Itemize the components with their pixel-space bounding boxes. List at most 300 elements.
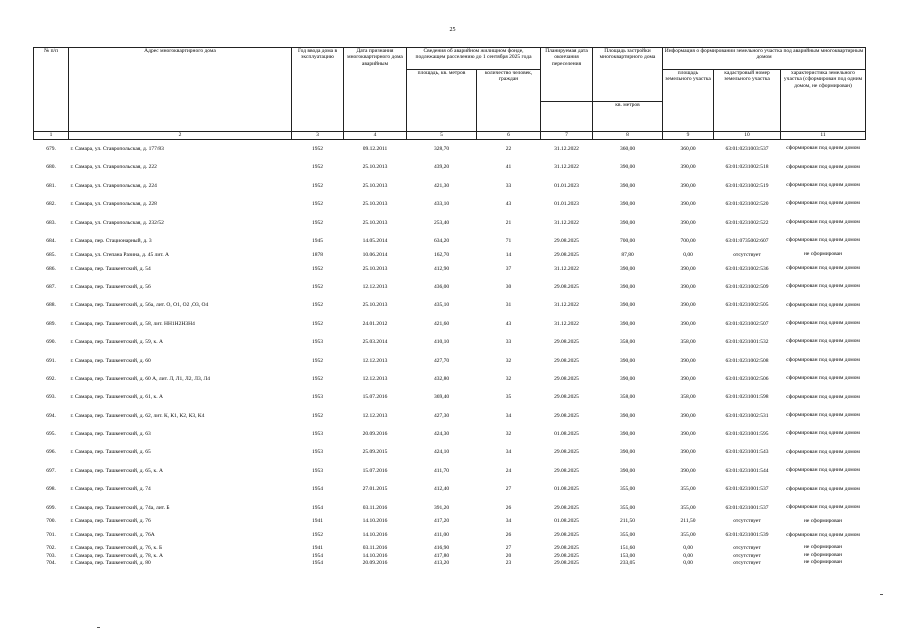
- row-building-area: 355,00: [619, 504, 636, 511]
- row-planned-date: 29.08.2025: [554, 237, 579, 244]
- row-characteristic: сформирован под одним домом: [786, 218, 860, 225]
- row-year: 1953: [312, 449, 323, 456]
- row-number: 684.: [46, 237, 56, 244]
- header-land-info: Информация о формировании земельного участка под аварийным многоквартирным домом: [663, 48, 866, 70]
- row-emergency-date: 15.07.2016: [362, 394, 388, 401]
- row-building-area: 390,00: [619, 164, 636, 171]
- row-people: 27: [505, 545, 512, 552]
- row-land-area: 390,00: [680, 449, 696, 456]
- row-characteristic: сформирован под одним домом: [786, 531, 860, 538]
- row-planned-date: 29.08.2025: [554, 283, 579, 290]
- row-people: 43: [505, 320, 512, 327]
- row-emergency-date: 25.10.2013: [362, 219, 388, 226]
- column-number: 11: [781, 132, 866, 140]
- row-year: 1878: [312, 251, 323, 258]
- row-area: 411,70: [434, 467, 449, 474]
- row-year: 1954: [312, 486, 323, 493]
- row-area: 432,80: [433, 375, 450, 382]
- row-cadastre: 63:01:0231002:522: [725, 219, 769, 226]
- row-area: 634,20: [433, 237, 450, 244]
- row-emergency-date: 15.07.2016: [362, 467, 388, 474]
- row-people: 34: [505, 412, 512, 419]
- row-land-area: 390,00: [680, 201, 696, 208]
- row-year: 1953: [312, 394, 323, 401]
- table-row: [34, 560, 866, 568]
- row-area: 435,10: [433, 302, 450, 309]
- row-area: 427,70: [433, 357, 450, 364]
- header-emergency-date: Дата признания многоквартирного дома аварийным: [344, 48, 407, 132]
- row-land-area: 358,00: [680, 394, 696, 401]
- row-cadastre: 63:01:0231002:520: [725, 201, 769, 208]
- row-cadastre: 63:01:0231001:539: [725, 532, 769, 539]
- row-characteristic: сформирован под одним домом: [786, 283, 860, 290]
- row-people: 30: [505, 283, 512, 290]
- row-planned-date: 31.12.2022: [554, 320, 579, 327]
- page-number: 25: [449, 27, 456, 33]
- row-year: 1952: [312, 320, 323, 327]
- row-planned-date: 31.12.2022: [554, 265, 579, 272]
- row-land-area: 390,00: [680, 467, 696, 474]
- row-address: г. Самара, пер. Ташкентский, д. 65, к. А: [70, 467, 163, 474]
- row-cadastre: 63:01:0231002:506: [725, 375, 769, 382]
- row-year: 1954: [312, 560, 323, 567]
- row-cadastre: 63:01:0231001:537: [725, 486, 769, 493]
- row-number: 698.: [46, 486, 56, 493]
- row-land-area: 390,00: [680, 375, 696, 382]
- row-year: 1952: [312, 283, 323, 290]
- table-row: [34, 140, 866, 159]
- row-number: 696.: [46, 449, 56, 456]
- header-characteristic: характеристика земельного участка (сформирован под одним домом, не сформирован): [781, 70, 866, 132]
- row-number: 687.: [46, 283, 56, 290]
- row-number: 686.: [46, 265, 56, 272]
- row-area: 424,30: [433, 431, 450, 438]
- row-people: 20: [505, 552, 512, 559]
- table-row: [34, 278, 866, 296]
- row-land-area: 0,00: [683, 552, 693, 559]
- row-people: 33: [505, 339, 512, 346]
- row-address: г. Самара, пер. Ташкентский, д. 56а, лит. О, О1, О2 ,О3, О4: [70, 302, 209, 309]
- row-year: 1953: [312, 431, 323, 438]
- row-cadastre: 63:01:0231001:537: [725, 504, 769, 511]
- row-planned-date: 29.08.2025: [554, 339, 579, 346]
- row-cadastre: отсутствует: [733, 251, 761, 258]
- row-cadastre: 63:01:0231001:532: [725, 339, 769, 346]
- row-number: 693.: [46, 394, 56, 401]
- row-address: г. Самара, пер. Стационарный, д. 3: [70, 237, 152, 244]
- row-people: 14: [505, 251, 512, 258]
- row-land-area: 390,00: [680, 357, 696, 364]
- row-characteristic: сформирован под одним домом: [786, 200, 860, 207]
- row-characteristic: не сформирован: [803, 251, 843, 258]
- table-row: [34, 315, 866, 333]
- row-cadastre: 63:01:0231001:544: [725, 467, 769, 474]
- row-area: 427,30: [433, 412, 450, 419]
- row-year: 1952: [312, 532, 323, 539]
- row-people: 26: [505, 504, 512, 511]
- row-cadastre: 63:01:0231002:509: [725, 283, 769, 290]
- header-land-area: площадь земельного участка: [663, 70, 714, 132]
- row-address: г. Самара, пер. Ташкентский, д. 58, лит. НН1Н2Н3Н4: [70, 320, 195, 327]
- row-characteristic: не сформирован: [803, 559, 843, 566]
- row-emergency-date: 12.12.2013: [362, 375, 388, 382]
- row-number: 682.: [46, 201, 56, 208]
- row-building-area: 390,00: [619, 357, 636, 364]
- row-emergency-date: 25.10.2013: [362, 164, 388, 171]
- row-cadastre: 63:01:0231002:507: [725, 320, 769, 327]
- column-number: 3: [292, 132, 344, 140]
- row-land-area: 390,00: [680, 302, 696, 309]
- row-building-area: 390,00: [619, 265, 636, 272]
- row-emergency-date: 12.12.2013: [362, 357, 388, 364]
- row-planned-date: 29.08.2025: [554, 545, 579, 552]
- row-number: 695.: [46, 431, 56, 438]
- row-people: 34: [505, 449, 512, 456]
- column-number: 7: [541, 132, 593, 140]
- row-address: г. Самара, пер. Ташкентский, д. 65: [70, 449, 151, 456]
- table-row: [34, 545, 866, 553]
- row-land-area: 0,00: [683, 251, 693, 258]
- row-emergency-date: 27.01.2015: [362, 486, 388, 493]
- row-characteristic: сформирован под одним домом: [786, 411, 860, 418]
- row-building-area: 211,50: [620, 518, 635, 525]
- row-planned-date: 31.12.2022: [554, 164, 579, 171]
- row-planned-date: 29.08.2025: [554, 251, 579, 258]
- row-address: г. Самара, пер. Ташкентский, д. 60 А, лит. Л, Л1, Л2, Л3, Л4: [70, 375, 210, 382]
- row-building-area: 390,00: [619, 182, 636, 189]
- row-planned-date: 29.08.2025: [554, 394, 579, 401]
- table-row: [34, 425, 866, 443]
- row-year: 1952: [312, 302, 323, 309]
- row-cadastre: 63:01:0231002:536: [725, 265, 769, 272]
- row-people: 43: [505, 201, 512, 208]
- row-cadastre: 63:01:0735002:607: [725, 237, 769, 244]
- row-address: г. Самара, пер. Ташкентский, д. 76: [70, 518, 151, 525]
- table-row: [34, 296, 866, 314]
- row-people: 35: [505, 394, 512, 401]
- table-row: [34, 195, 866, 213]
- row-planned-date: 29.08.2025: [554, 532, 579, 539]
- row-year: 1954: [312, 504, 323, 511]
- row-characteristic: сформирован под одним домом: [786, 163, 860, 170]
- row-area: 436,00: [433, 283, 450, 290]
- row-characteristic: сформирован под одним домом: [786, 485, 860, 492]
- row-land-area: 360,00: [680, 146, 696, 153]
- row-address: г. Самара, ул. Ставропольская, д. 232/52: [70, 219, 164, 226]
- row-area: 410,10: [433, 339, 450, 346]
- row-emergency-date: 14.10.2016: [362, 552, 388, 559]
- row-people: 32: [505, 431, 512, 438]
- row-planned-date: 01.08.2025: [554, 518, 579, 525]
- row-year: 1945: [312, 237, 323, 244]
- table-row: [34, 250, 866, 259]
- row-planned-date: 29.08.2025: [554, 552, 579, 559]
- header-area: площадь, кв. метров: [407, 70, 477, 132]
- row-land-area: 358,00: [680, 339, 696, 346]
- table-row: [34, 480, 866, 498]
- row-characteristic: сформирован под одним домом: [786, 393, 860, 400]
- table-row: [34, 158, 866, 176]
- row-planned-date: 01.01.2023: [554, 201, 579, 208]
- table-row: [34, 407, 866, 425]
- row-number: 704.: [46, 560, 56, 567]
- row-planned-date: 29.08.2025: [554, 412, 579, 419]
- row-planned-date: 29.08.2025: [554, 449, 579, 456]
- row-people: 33: [505, 182, 512, 189]
- row-people: 26: [505, 532, 512, 539]
- row-address: г. Самара, ул. Ставропольская, д. 177/83: [70, 146, 164, 153]
- row-year: 1953: [312, 467, 323, 474]
- row-cadastre: 63:01:0231001:595: [725, 431, 769, 438]
- row-building-area: 390,00: [619, 449, 636, 456]
- row-address: г. Самара, ул. Ставропольская, д. 222: [70, 164, 157, 171]
- table-row: [34, 351, 866, 369]
- row-building-area: 390,00: [619, 412, 636, 419]
- row-year: 1953: [312, 339, 323, 346]
- table-row: [34, 499, 866, 517]
- row-area: 417,80: [433, 552, 450, 559]
- row-land-area: 355,00: [680, 486, 696, 493]
- row-address: г. Самара, пер. Ташкентский, д. 80: [70, 560, 151, 567]
- table-row: [34, 388, 866, 406]
- row-people: 41: [505, 164, 512, 171]
- row-people: 24: [505, 467, 512, 474]
- table-row: [34, 370, 866, 388]
- row-address: г. Самара, пер. Ташкентский, д. 54: [70, 265, 151, 272]
- table-row: [34, 260, 866, 278]
- row-address: г. Самара, пер. Ташкентский, д. 60: [70, 357, 151, 364]
- row-characteristic: сформирован под одним домом: [786, 356, 860, 363]
- row-emergency-date: 14.10.2016: [362, 518, 388, 525]
- row-year: 1941: [312, 518, 323, 525]
- row-building-area: 355,00: [619, 532, 636, 539]
- row-building-area: 358,00: [619, 394, 636, 401]
- row-building-area: 390,00: [619, 467, 636, 474]
- row-planned-date: 01.08.2025: [554, 431, 579, 438]
- row-people: 32: [505, 357, 512, 364]
- row-cadastre: 63:01:0231001:543: [725, 449, 769, 456]
- row-address: г. Самара, пер. Ташкентский, д. 78, к. А: [70, 552, 163, 559]
- row-address: г. Самара, пер. Ташкентский, д. 74а, лит. Б: [70, 504, 170, 511]
- column-number-row: [34, 132, 866, 140]
- row-characteristic: сформирован под одним домом: [786, 375, 860, 382]
- row-building-area: 390,00: [619, 320, 636, 327]
- row-characteristic: сформирован под одним домом: [786, 448, 860, 455]
- row-year: 1952: [312, 219, 323, 226]
- row-people: 31: [505, 302, 512, 309]
- row-planned-date: 29.08.2025: [554, 375, 579, 382]
- row-cadastre: отсутствует: [733, 560, 761, 567]
- row-emergency-date: 25.10.2013: [362, 201, 388, 208]
- column-number: 6: [477, 132, 541, 140]
- table-row: [34, 214, 866, 232]
- row-building-area: 151,60: [619, 545, 636, 552]
- row-number: 688.: [46, 302, 56, 309]
- row-people: 34: [505, 518, 512, 525]
- row-number: 681.: [46, 182, 56, 189]
- row-planned-date: 31.12.2022: [554, 219, 579, 226]
- row-land-area: 390,00: [680, 182, 696, 189]
- row-number: 697.: [46, 467, 56, 474]
- column-number: 2: [69, 132, 292, 140]
- row-characteristic: сформирован под одним домом: [786, 145, 860, 152]
- row-planned-date: 01.01.2023: [554, 182, 579, 189]
- row-planned-date: 31.12.2022: [554, 146, 579, 153]
- table-row: [34, 333, 866, 351]
- column-number: 10: [714, 132, 781, 140]
- row-number: 683.: [46, 219, 56, 226]
- header-num: № п/п: [34, 48, 69, 132]
- row-area: 369,40: [433, 394, 450, 401]
- row-area: 412,90: [433, 265, 450, 272]
- header-year: Год ввода дома в эксплуатацию: [292, 48, 344, 132]
- row-land-area: 390,00: [680, 283, 696, 290]
- row-land-area: 390,00: [680, 265, 696, 272]
- row-land-area: 355,00: [680, 532, 696, 539]
- row-area: 417,20: [433, 518, 450, 525]
- table-row: [34, 517, 866, 526]
- row-number: 689.: [46, 320, 56, 327]
- row-land-area: 390,00: [680, 164, 696, 171]
- row-characteristic: сформирован под одним домом: [786, 264, 860, 271]
- row-land-area: 390,00: [680, 412, 696, 419]
- row-characteristic: сформирован под одним домом: [786, 338, 860, 345]
- column-number: 8: [593, 132, 663, 140]
- column-number: 4: [344, 132, 407, 140]
- row-emergency-date: 09.12.2011: [362, 146, 388, 153]
- row-emergency-date: 25.09.2015: [362, 449, 388, 456]
- row-address: г. Самара, пер. Ташкентский, д. 61, к. А: [70, 394, 163, 401]
- row-people: 27: [505, 486, 512, 493]
- row-building-area: 360,00: [619, 146, 636, 153]
- row-emergency-date: 10.06.2014: [362, 251, 388, 258]
- row-cadastre: 63:01:0231002:505: [725, 302, 769, 309]
- row-emergency-date: 24.01.2012: [362, 320, 388, 327]
- row-area: 421,60: [433, 320, 450, 327]
- row-building-area: 390,00: [619, 302, 636, 309]
- row-area: 162,70: [433, 251, 450, 258]
- row-address: г. Самара, ул. Степана Разина, д. 45 лит. А: [70, 251, 169, 258]
- row-address: г. Самара, пер. Ташкентский, д. 74: [70, 486, 151, 493]
- row-emergency-date: 14.10.2016: [362, 532, 388, 539]
- header-building-area-unit: кв. метров: [593, 102, 663, 132]
- row-number: 685.: [46, 251, 56, 258]
- table-row: [34, 443, 866, 461]
- row-building-area: 233,05: [619, 560, 636, 567]
- row-cadastre: отсутствует: [733, 545, 761, 552]
- row-building-area: 700,00: [619, 237, 636, 244]
- row-characteristic: не сформирован: [803, 551, 843, 558]
- header-building-area: Площадь застройки многоквартирного дома: [593, 48, 663, 102]
- row-planned-date: 31.12.2022: [554, 302, 579, 309]
- table-row: [34, 232, 866, 250]
- row-people: 32: [505, 375, 512, 382]
- row-people: 71: [505, 237, 512, 244]
- row-year: 1952: [312, 146, 323, 153]
- row-area: 391,20: [433, 504, 450, 511]
- row-area: 433,10: [433, 201, 450, 208]
- row-emergency-date: 25.10.2013: [362, 265, 388, 272]
- row-cadastre: отсутствует: [733, 518, 761, 525]
- table-row: [34, 552, 866, 560]
- header-fund: Сведения об аварийном жилищном фонде, подлежащем расселению до 1 сентября 2025 года: [407, 48, 541, 70]
- row-characteristic: не сформирован: [803, 517, 843, 524]
- column-number: 1: [34, 132, 69, 140]
- row-land-area: 0,00: [683, 545, 693, 552]
- row-area: 424,10: [433, 449, 450, 456]
- row-building-area: 87,80: [621, 251, 634, 258]
- row-number: 702.: [46, 545, 56, 552]
- row-land-area: 390,00: [680, 431, 696, 438]
- row-people: 22: [505, 146, 512, 153]
- row-emergency-date: 14.05.2014: [362, 237, 388, 244]
- row-building-area: 390,00: [619, 375, 636, 382]
- row-planned-date: 29.08.2025: [554, 357, 579, 364]
- row-cadastre: отсутствует: [733, 552, 761, 559]
- column-number: 5: [407, 132, 477, 140]
- row-emergency-date: 25.10.2013: [362, 182, 388, 189]
- row-land-area: 390,00: [680, 219, 696, 226]
- row-year: 1954: [312, 552, 323, 559]
- row-cadastre: 63:01:0231002:518: [725, 164, 769, 171]
- row-people: 23: [505, 560, 512, 567]
- row-address: г. Самара, ул. Ставропольская, д. 228: [70, 201, 157, 208]
- row-address: г. Самара, ул. Ставропольская, д. 224: [70, 182, 157, 189]
- header-people: количество человек, граждан: [477, 70, 541, 132]
- row-emergency-date: 20.09.2016: [362, 560, 388, 567]
- row-people: 37: [505, 265, 512, 272]
- row-characteristic: сформирован под одним домом: [786, 430, 860, 437]
- row-year: 1952: [312, 182, 323, 189]
- row-characteristic: не сформирован: [803, 544, 843, 551]
- row-land-area: 355,00: [680, 504, 696, 511]
- row-area: 421,30: [433, 182, 450, 189]
- row-number: 691.: [46, 357, 56, 364]
- row-planned-date: 01.08.2025: [554, 486, 579, 493]
- row-number: 690.: [46, 339, 56, 346]
- table-row: [34, 462, 866, 480]
- row-building-area: 153,00: [619, 552, 636, 559]
- row-number: 692.: [46, 375, 56, 382]
- row-number: 700.: [46, 518, 56, 525]
- row-building-area: 390,00: [619, 219, 636, 226]
- row-number: 699.: [46, 504, 56, 511]
- row-address: г. Самара, пер. Ташкентский, д. 62, лит. К, К1, К2, К3, К4: [70, 412, 205, 419]
- row-characteristic: сформирован под одним домом: [786, 237, 860, 244]
- row-area: 253,40: [433, 219, 450, 226]
- row-land-area: 211,50: [680, 518, 696, 525]
- row-address: г. Самара, пер. Ташкентский, д. 56: [70, 283, 151, 290]
- row-number: 694.: [46, 412, 56, 419]
- header-address: Адрес многоквартирного дома: [69, 48, 292, 132]
- header-planned-blank: [541, 102, 593, 132]
- row-number: 679.: [46, 146, 56, 153]
- row-characteristic: сформирован под одним домом: [786, 467, 860, 474]
- row-year: 1941: [312, 545, 323, 552]
- column-number: 9: [663, 132, 714, 140]
- header-cadastre: кадастровый номер земельного участка: [714, 70, 781, 132]
- row-year: 1952: [312, 412, 323, 419]
- row-cadastre: 63:01:0231002:508: [725, 357, 769, 364]
- row-building-area: 390,00: [619, 201, 636, 208]
- row-number: 680.: [46, 164, 56, 171]
- row-people: 21: [505, 219, 512, 226]
- row-land-area: 700,00: [680, 237, 696, 244]
- row-land-area: 0,00: [683, 560, 693, 567]
- row-address: г. Самара, пер. Ташкентский, д. 76А: [70, 532, 155, 539]
- row-characteristic: сформирован под одним домом: [786, 182, 860, 189]
- row-emergency-date: 03.11.2016: [362, 504, 388, 511]
